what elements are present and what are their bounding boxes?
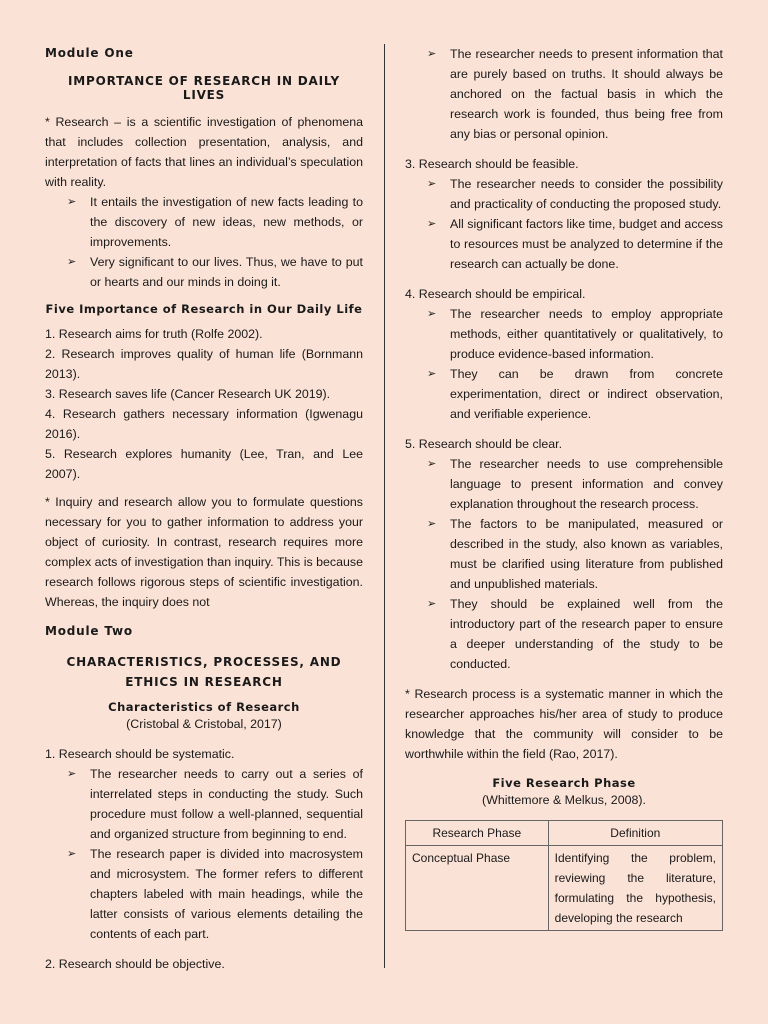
characteristic-3: 3. Research should be feasible. <box>405 157 579 171</box>
list-item: ➢ The factors to be manipulated, measured or described in the study, also known as variables, must be clarified using literature from published and unpublished materials. <box>450 514 723 594</box>
characteristic-1: 1. Research should be systematic. <box>45 747 235 761</box>
characteristic-4: 4. Research should be empirical. <box>405 287 586 301</box>
list-item: ➢ The researcher needs to use comprehensible language to present information and convey explanation throughout the research process. <box>450 454 723 514</box>
right-column <box>405 44 723 931</box>
table-header: Research Phase <box>406 821 549 846</box>
inquiry-paragraph: * Inquiry and research allow you to formulate questions necessary for you to gather information to address your object of curiosity. In contrast, research requires more complex acts of investigation than inquiry. This is because research follows rigorous steps of scientific investigation. Whereas, the inquiry does not <box>45 495 363 609</box>
list-item: 5. Research explores humanity (Lee, Tran, and Lee 2007). <box>45 447 363 481</box>
characteristic-5: 5. Research should be clear. <box>405 437 563 451</box>
list-item: ➢ It entails the investigation of new facts leading to the discovery of new ideas, new methods, or improvements. <box>90 192 363 252</box>
characteristic-2: 2. Research should be objective. <box>45 957 225 971</box>
phase-title: Five Research Phase <box>492 776 636 790</box>
research-process-definition: * Research process is a systematic manner in which the researcher approaches his/her area of study to produce knowledge that the community will consider to be worthwhile within the field (Rao, 2017). <box>405 687 723 761</box>
list-item: ➢ The research paper is divided into macrosystem and microsystem. The former refers to different chapters labeled with main headings, while the latter consists of various elements detailing the contents of each part. <box>90 844 363 944</box>
table-header: Definition <box>548 821 722 846</box>
characteristics-citation: (Cristobal & Cristobal, 2017) <box>126 717 282 731</box>
characteristics-title: Characteristics of Research <box>108 700 300 714</box>
research-definition: * Research – is a scientific investigation of phenomena that includes collection presentation, analysis, and interpretation of facts that lines an individual’s speculation with reality. <box>45 115 363 189</box>
characteristic-1-bullets <box>45 764 363 944</box>
table-cell: Identifying the problem, reviewing the literature, formulating the hypothesis, developing the research <box>548 846 722 931</box>
list-item: ➢ They should be explained well from the introductory part of the research paper to ensure a deeper understanding of the study to be conducted. <box>450 594 723 674</box>
research-bullets <box>45 192 363 292</box>
list-item: 3. Research saves life (Cancer Research UK 2019). <box>45 387 331 401</box>
list-item: ➢ The researcher needs to carry out a series of interrelated steps in conducting the study. Such procedure must follow a well-planned, sequential and organized structure from beginning to end. <box>90 764 363 844</box>
list-item: 1. Research aims for truth (Rolfe 2002). <box>45 327 263 341</box>
module-two-label: Module Two <box>45 624 133 638</box>
table-cell: Conceptual Phase <box>406 846 549 931</box>
characteristic-2-bullets <box>405 44 723 144</box>
list-item: ➢ The researcher needs to present information that are purely based on truths. It should always be anchored on the factual basis in which the research work is founded, thus being free from any bias or personal opinion. <box>450 44 723 144</box>
left-column <box>45 40 363 974</box>
column-divider <box>384 44 385 968</box>
list-item: ➢ Very significant to our lives. Thus, we have to put or hearts and our minds in doing it. <box>90 252 363 292</box>
research-term: * Research <box>45 115 109 129</box>
characteristic-4-bullets <box>405 304 723 424</box>
phase-citation: (Whittemore & Melkus, 2008). <box>482 793 646 807</box>
research-phase-table <box>405 820 723 931</box>
list-item: 2. Research improves quality of human life (Bornmann 2013). <box>45 347 363 381</box>
list-item: ➢ All significant factors like time, budget and access to resources must be analyzed to determine if the research can actually be done. <box>450 214 723 274</box>
five-importance-title: Five Importance of Research in Our Daily Life <box>45 302 363 316</box>
table-header-row <box>406 821 723 846</box>
module-one-title: IMPORTANCE OF RESEARCH IN DAILY LIVES <box>68 74 340 102</box>
characteristic-3-bullets <box>405 174 723 274</box>
list-item: 4. Research gathers necessary information (Igwenagu 2016). <box>45 407 363 441</box>
five-importance-list <box>45 324 363 484</box>
list-item: ➢ The researcher needs to employ appropriate methods, either quantitatively or qualitatively, to produce evidence-based information. <box>450 304 723 364</box>
module-two-title: CHARACTERISTICS, PROCESSES, AND ETHICS IN RESEARCH <box>66 655 342 689</box>
list-item: ➢ The researcher needs to consider the possibility and practicality of conducting the proposed study. <box>450 174 723 214</box>
characteristic-5-bullets <box>405 454 723 674</box>
module-one-label: Module One <box>45 46 134 60</box>
list-item: ➢ They can be drawn from concrete experimentation, direct or indirect observation, and verifiable experience. <box>450 364 723 424</box>
table-row <box>406 846 723 931</box>
